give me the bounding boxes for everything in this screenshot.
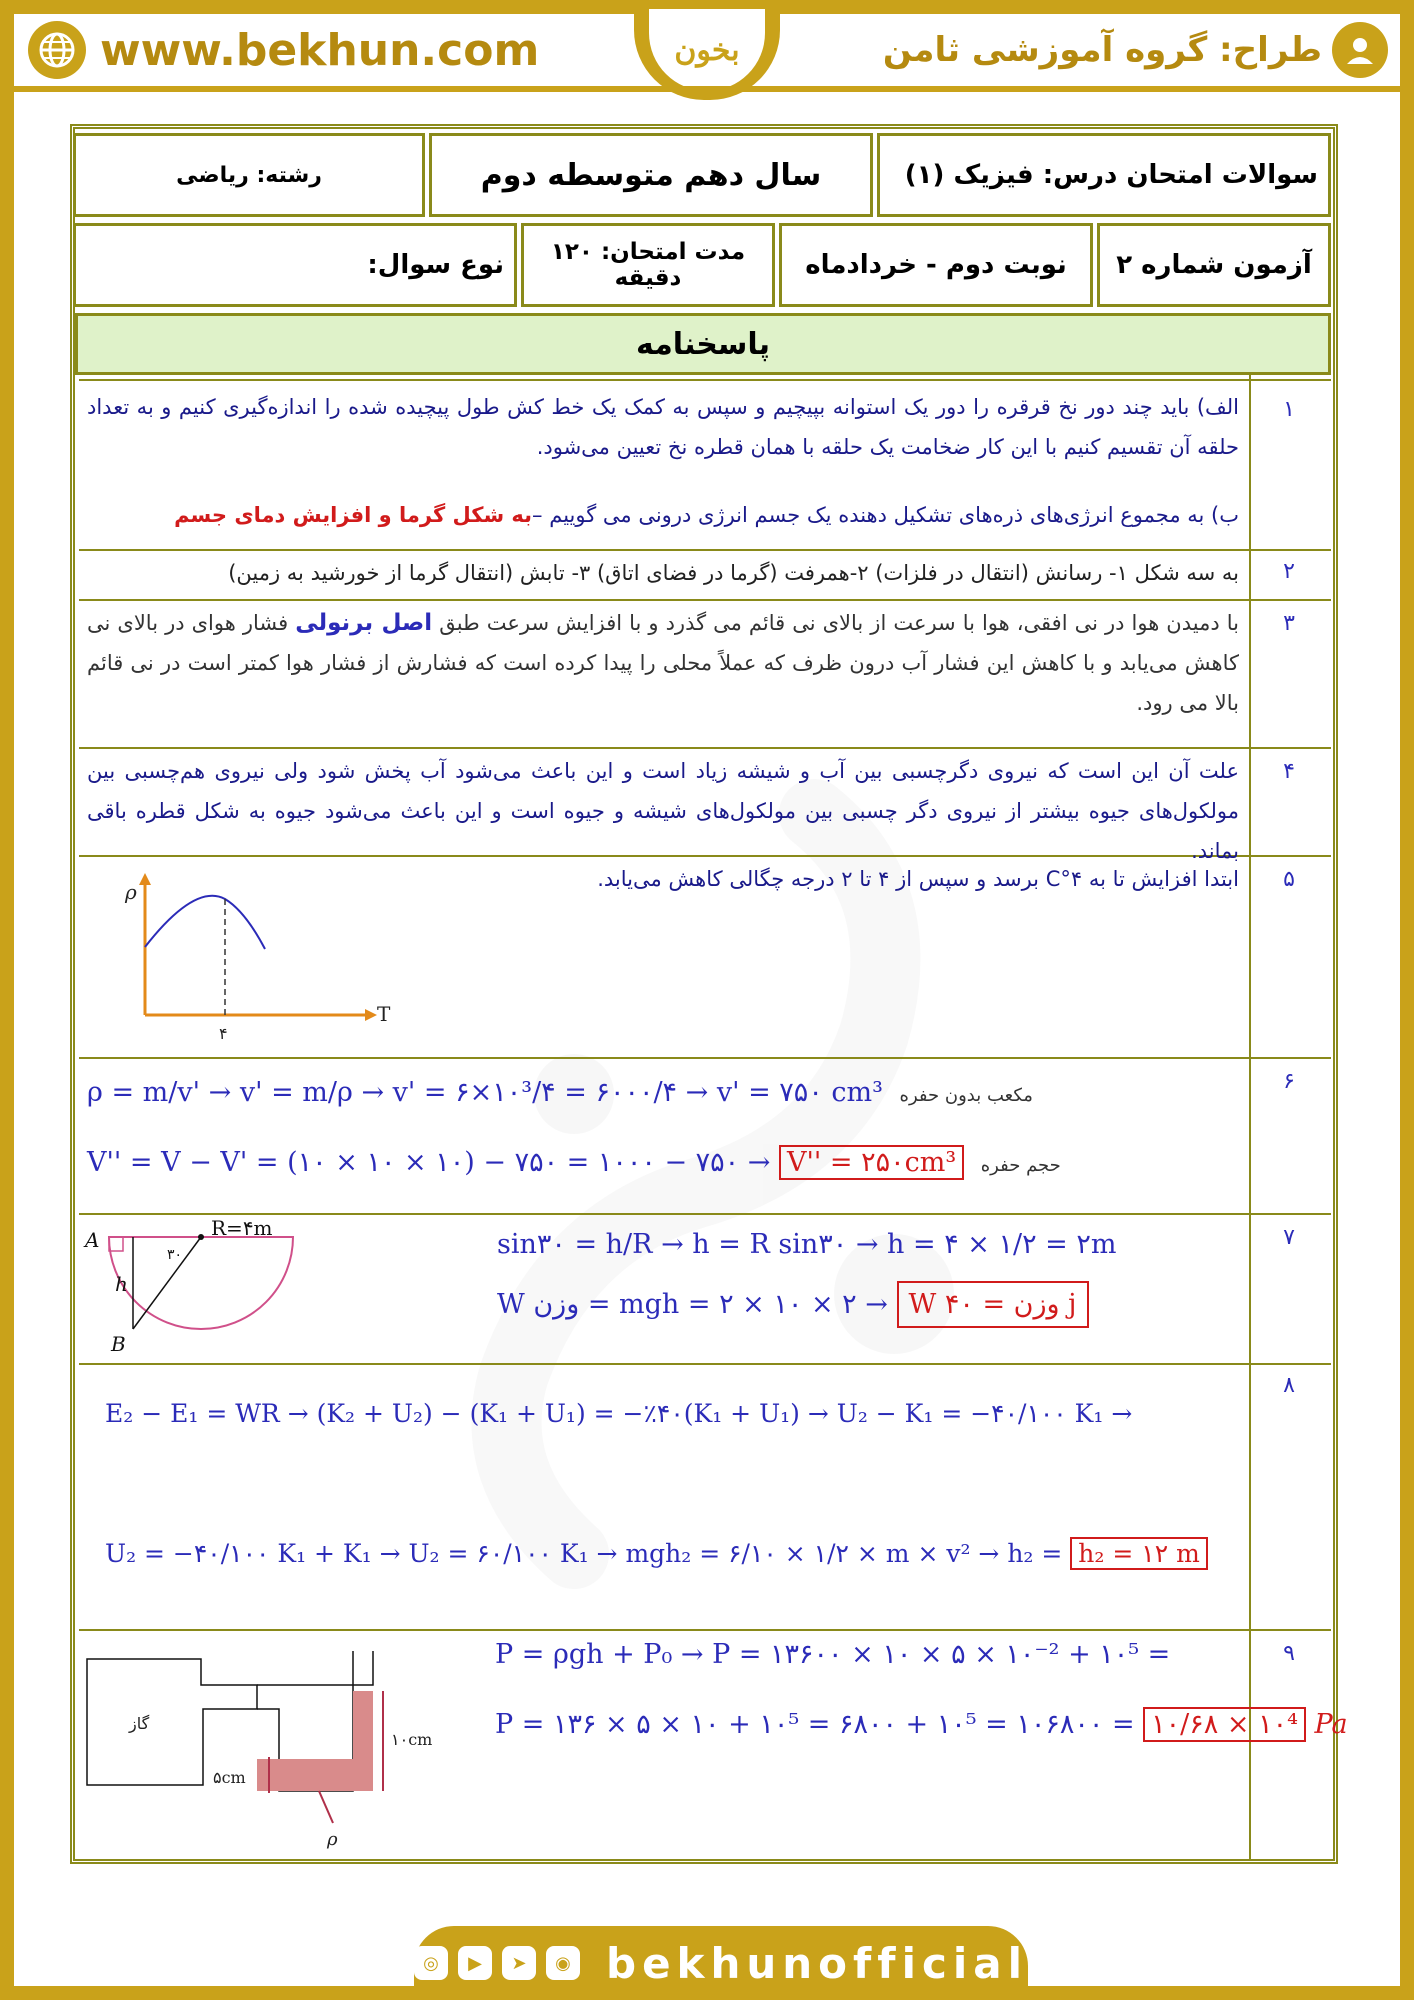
rho-label: ρ: [327, 1829, 338, 1850]
footer-social-bar: [414, 1926, 1028, 2000]
bekhun-logo-icon: [649, 9, 765, 91]
question-number: ۶: [1283, 1069, 1295, 1094]
answer-2-text: به سه شکل ۱- رسانش (انتقال در فلزات) ۲-همرفت (گرما در فضای اتاق) ۳- تابش (انتقال گرما از خورشید به زمین): [228, 561, 1239, 585]
answer-1-part-b-text: ب) به مجموع انرژی‌های ذره‌های تشکیل دهنده یک جسم انرژی درونی می گوییم –: [532, 503, 1239, 527]
question-type-label: نوع سوال:: [367, 250, 504, 280]
y-axis-arrow-icon: [139, 873, 151, 885]
instagram-icon[interactable]: ◉: [546, 1946, 580, 1980]
answer-3-pre: با دمیدن هوا در نی افقی، هوا با سرعت از بالای نی قائم می گذرد و با افزایش سرعت طبق: [439, 611, 1239, 635]
gas-container: [87, 1659, 257, 1785]
answer-3-text: [87, 603, 1239, 723]
row-divider: [79, 549, 1331, 551]
designer-label: طراح: گروه آموزشی ثامن: [882, 30, 1322, 70]
field-label: رشته: ریاضی: [176, 162, 322, 188]
row-divider: [79, 1629, 1331, 1631]
answer-3-post: فشار هوای در بالای نی کاهش می‌یابد و با کاهش این فشار آب درون ظرف که عملاً محلی را پیدا کرده است که فشارش از فشار هوا کمتر است در نی قائم بالا می رود.: [87, 611, 1239, 715]
row-divider: [79, 599, 1331, 601]
answer-5-text: ابتدا افزایش تا به ۴°C برسد و سپس از ۴ تا ۲ درجه چگالی کاهش می‌یابد.: [597, 867, 1239, 891]
answer-sheet-frame: [70, 124, 1348, 1864]
x-axis-arrow-icon: [365, 1009, 377, 1021]
row-divider: [79, 1213, 1331, 1215]
question-number: ۷: [1283, 1225, 1295, 1250]
answer-7-line-2: [497, 1289, 1089, 1320]
answer-9-line-1: P = ρgh + P₀ → P = ۱۳۶۰۰ × ۱۰ × ۵ × ۱۰⁻² + ۱۰⁵ =: [495, 1639, 1171, 1670]
logo-tab: [634, 0, 780, 100]
answer-6-note-1: مکعب بدون حفره: [899, 1085, 1033, 1106]
page-sheet: [14, 14, 1400, 1986]
center-point: [198, 1234, 204, 1240]
answer-7-result: W وزن = ۴۰ j: [897, 1281, 1089, 1328]
answer-3-keyword: اصل برنولی: [295, 610, 433, 636]
question-type-cell: [73, 223, 517, 307]
answer-8-result: h₂ = ۱۲ m: [1070, 1537, 1207, 1570]
gas-label: گاز: [129, 1714, 150, 1733]
term-cell: [779, 223, 1093, 307]
answer-1-part-b: [87, 495, 1239, 535]
user-icon: [1332, 22, 1388, 78]
point-a-label: A: [85, 1228, 100, 1252]
answer-9-line-2: [495, 1709, 1348, 1740]
question-number: ۲: [1283, 559, 1295, 584]
subject-label: سوالات امتحان درس: فیزیک (۱): [904, 160, 1318, 190]
question-number: ۸: [1283, 1373, 1295, 1398]
social-handle[interactable]: bekhunofficial: [606, 1938, 1029, 1988]
graph-y-label: ρ: [125, 880, 137, 904]
duration-label: مدت امتحان: ۱۲۰ دقیقه: [550, 239, 746, 291]
header-divider: [14, 86, 1400, 92]
rho-pointer: [319, 1791, 333, 1823]
semicircle-path: [109, 1237, 293, 1329]
semicircle-diagram: [81, 1216, 301, 1356]
answer-9-unit: Pa: [1314, 1709, 1348, 1740]
angle-label: ۳۰: [167, 1247, 183, 1263]
field-cell: [73, 133, 425, 217]
graph-x-label: T: [377, 1002, 391, 1026]
answer-title: پاسخنامه: [636, 326, 770, 362]
answer-8-line-1: E₂ − E₁ = WR → (K₂ + U₂) − (K₁ + U₁) = −٪۴۰(K₁ + U₁) → U₂ − K₁ = −۴۰/۱۰۰ K₁ →: [105, 1399, 1133, 1428]
question-number: ۵: [1283, 867, 1295, 892]
point-b-label: B: [111, 1332, 126, 1356]
aparat-icon[interactable]: ◎: [414, 1946, 448, 1980]
height-label: h: [115, 1272, 128, 1296]
radius-label: R=۴m: [211, 1216, 273, 1240]
density-temperature-graph: [115, 869, 391, 1049]
answer-7-equation: W وزن = mgh = ۲ × ۱۰ × ۲ →: [497, 1289, 888, 1320]
exam-number-cell: [1097, 223, 1331, 307]
answer-1-part-a: الف) باید چند دور نخ قرقره را دور یک استوانه بپیچیم و سپس به کمک یک خط کش طول پیچیده شده را اندازه‌گیری کنیم و به تعداد حلقه آن تقسیم کنیم با این کار ضخامت یک حلقه با همان قطره نخ تعیین می‌شود.: [87, 395, 1239, 459]
graph-tick-label: ۴: [219, 1024, 228, 1043]
right-angle-mark: [109, 1237, 123, 1251]
logo-text: بخون: [674, 32, 740, 68]
five-cm-label: ۵cm: [213, 1768, 246, 1787]
number-column-divider: [1249, 375, 1251, 1859]
youtube-icon[interactable]: ▶: [458, 1946, 492, 1980]
question-number: ۱: [1283, 397, 1295, 422]
row-divider: [79, 1057, 1331, 1059]
row-divider: [79, 747, 1331, 749]
duration-cell: [521, 223, 775, 307]
website-link[interactable]: www.bekhun.com: [100, 24, 540, 76]
answer-header-cell: [75, 313, 1331, 375]
grade-cell: [429, 133, 873, 217]
density-curve: [145, 896, 265, 949]
telegram-icon[interactable]: ➤: [502, 1946, 536, 1980]
exam-number-label: آزمون شماره ۲: [1116, 250, 1312, 280]
subject-cell: [877, 133, 1331, 217]
globe-icon: [28, 21, 86, 79]
answer-9-result: ۱۰/۶۸ × ۱۰⁴: [1143, 1707, 1306, 1742]
answer-7-line-1: sin۳۰ = h/R → h = R sin۳۰ → h = ۴ × ۱/۲ = ۲m: [497, 1229, 1117, 1260]
row-divider: [79, 1363, 1331, 1365]
grade-label: سال دهم متوسطه دوم: [480, 157, 822, 193]
row-divider: [79, 379, 1331, 381]
answer-6-equation-1: ρ = m/v' → v' = m/ρ → v' = ۶×۱۰³/۴ = ۶۰۰۰/۴ → v' = ۷۵۰ cm³: [87, 1077, 883, 1108]
mercury-column: [353, 1691, 373, 1791]
manometer-diagram: [83, 1639, 463, 1859]
answer-8-line-2: [105, 1539, 1208, 1568]
answer-9-equation: P = ۱۳۶ × ۵ × ۱۰ + ۱۰⁵ = ۶۸۰۰ + ۱۰⁵ = ۱۰۶۸۰۰ =: [495, 1709, 1135, 1740]
answer-6-result: V'' = ۲۵۰cm³: [779, 1145, 964, 1180]
answer-4-text: علت آن این است که نیروی دگرچسبی بین آب و شیشه زیاد است و این باعث می‌شود آب پخش شود ولی نیروی هم‌چسبی بین مولکول‌های جیوه بیشتر از نیروی دگر چسبی بین مولکول‌های شیشه و جیوه است و این باعث می‌شود جیوه به شکل قطره باقی بماند.: [87, 759, 1239, 863]
answer-6-line-2: [87, 1147, 1061, 1178]
question-number: ۳: [1283, 611, 1295, 636]
answer-6-note-2: حجم حفره: [980, 1155, 1061, 1176]
answer-1-highlight: به شکل گرما و افزایش دمای جسم: [174, 503, 533, 527]
answer-6-equation-2: V'' = V − V' = (۱۰ × ۱۰ × ۱۰) − ۷۵۰ = ۱۰۰۰ − ۷۵۰ →: [87, 1147, 771, 1178]
question-number: ۹: [1283, 1641, 1295, 1666]
ten-cm-label: ۱۰cm: [391, 1730, 433, 1749]
website-header[interactable]: [28, 20, 539, 80]
term-label: نوبت دوم - خردادماه: [805, 250, 1067, 280]
answer-6-line-1: [87, 1077, 1033, 1108]
question-number: ۴: [1283, 759, 1295, 784]
designer-header: [883, 20, 1388, 80]
answer-8-equation: U₂ = −۴۰/۱۰۰ K₁ + K₁ → U₂ = ۶۰/۱۰۰ K₁ → mgh₂ = ۶/۱۰ × ۱/۲ × m × v² → h₂ =: [105, 1539, 1063, 1568]
